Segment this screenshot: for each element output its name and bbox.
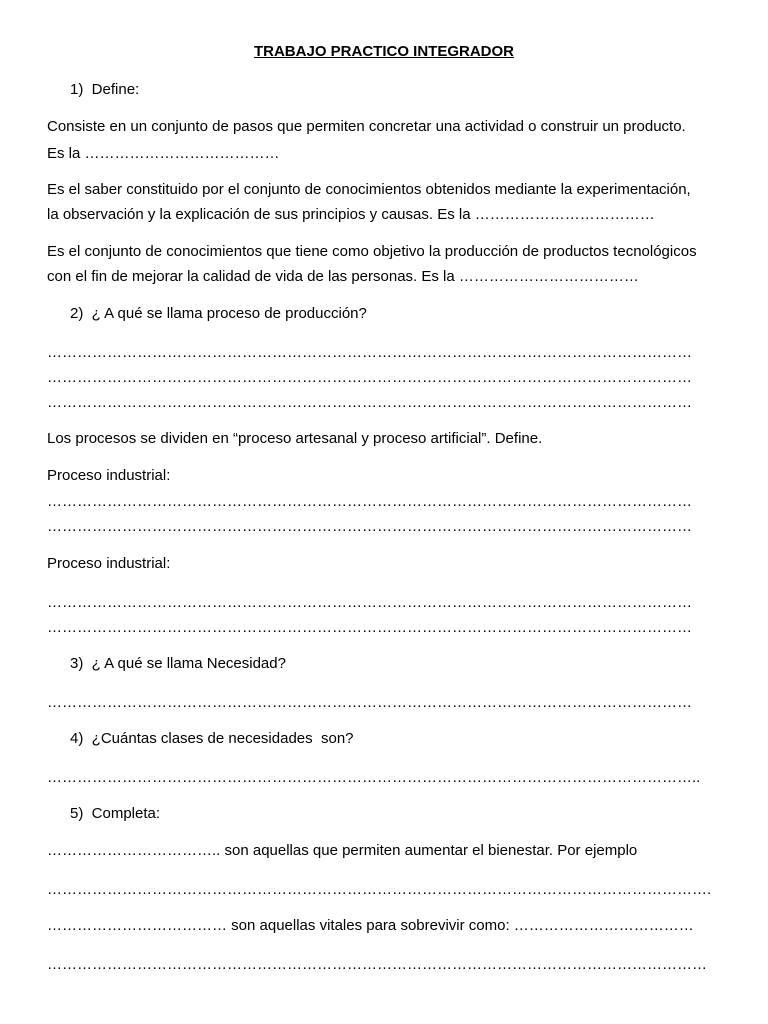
answer-line: ……………………………………………………………………………………………………………………. [47,881,712,898]
page-title: TRABAJO PRACTICO INTEGRADOR [253,43,514,60]
question-5-heading: 5) Completa: [70,805,161,822]
answer-line: ………………………………………………………………………………………………………………… [47,369,692,386]
definition-3-text: Es el conjunto de conocimientos que tiene como objetivo la producción de productos tecnológicos [47,243,697,260]
definition-1-text: Consiste en un conjunto de pasos que permiten concretar una actividad o construir un producto. [47,118,686,135]
answer-line: ………………………………………………………………………………………………………………… [47,493,692,510]
answer-line: ………………………………………………………………………………………………………………… [47,694,692,711]
definition-2-text: Es el saber constituido por el conjunto de conocimientos obtenidos mediante la experimentación, [47,181,691,198]
answer-line: …………………………………………………………………………………………………………………… [47,956,707,973]
question-2-heading: 2) ¿ A qué se llama proceso de producción? [70,305,367,322]
question-1-heading: 1) Define: [70,81,140,98]
processes-intro: Los procesos se dividen en “proceso artesanal y proceso artificial”. Define. [47,430,543,447]
process-label-2: Proceso industrial: [47,555,171,572]
answer-line: ………………………………………………………………………………………………………………….. [47,769,701,786]
definition-3-answer: con el fin de mejorar la calidad de vida de las personas. Es la ……………………………… [47,268,639,285]
process-label-1: Proceso industrial: [47,467,171,484]
definition-1-answer: Es la ………………………………… [47,145,280,162]
answer-line: ………………………………………………………………………………………………………………… [47,394,692,411]
complete-line-1: …………………………….. son aquellas que permiten aumentar el bienestar. Por ejemplo [47,842,638,859]
question-3-heading: 3) ¿ A qué se llama Necesidad? [70,655,286,672]
definition-2-answer: la observación y la explicación de sus principios y causas. Es la ……………………………… [47,206,655,223]
answer-line: ………………………………………………………………………………………………………………… [47,594,692,611]
answer-line: ………………………………………………………………………………………………………………… [47,344,692,361]
answer-line: ………………………………………………………………………………………………………………… [47,518,692,535]
question-4-heading: 4) ¿Cuántas clases de necesidades son? [70,730,354,747]
complete-line-2: ……………………………… son aquellas vitales para sobrevivir como: ……………………………… [47,917,694,934]
answer-line: ………………………………………………………………………………………………………………… [47,619,692,636]
